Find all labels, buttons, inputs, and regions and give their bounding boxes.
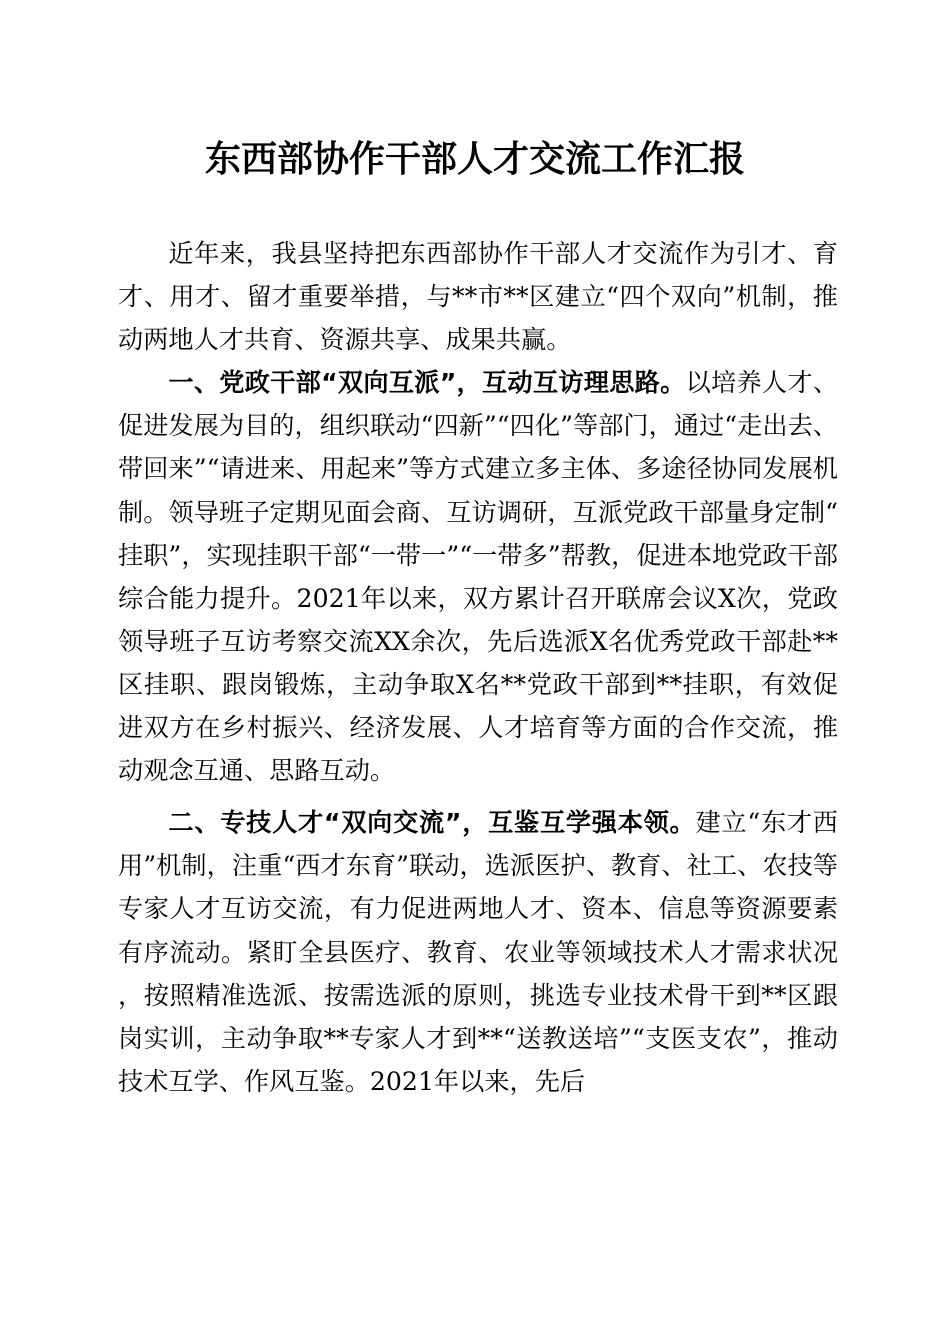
section-two-heading: 二、专技人才“双向交流”，互鉴互学强本领。 bbox=[168, 808, 696, 838]
section-one-paragraph bbox=[118, 361, 838, 792]
section-two-text: 建立“东才西用”机制，注重“西才东育”联动，选派医护、教育、社工、农技等专家人才互访交流，有力促进两地人才、资本、信息等资源要素有序流动。紧盯全县医疗、教育、农业等领域技术人才需求状况，按照精准选派、按需选派的原则，挑选专业技术骨干到**区跟岗实训，主动争取**专家人才到**“送教送培”“支医支农”，推动技术互学、作风互鉴。2021年以来，先后 bbox=[118, 808, 838, 1096]
section-one-text: 以培养人才、促进发展为目的，组织联动“四新”“四化”等部门，通过“走出去、带回来”“请进来、用起来”等方式建立多主体、多途径协同发展机制。领导班子定期见面会商、互访调研，互派党政干部量身定制“挂职”，实现挂职干部“一带一”“一带多”帮教，促进本地党政干部综合能力提升。2021年以来，双方累计召开联席会议X次，党政领导班子互访考察交流XX余次，先后选派X名优秀党政干部赴**区挂职、跟岗锻炼，主动争取X名**党政干部到**挂职，有效促进双方在乡村振兴、经济发展、人才培育等方面的合作交流，推动观念互通、思路互动。 bbox=[118, 368, 839, 786]
document-title: 东西部协作干部人才交流工作汇报 bbox=[204, 138, 745, 180]
section-one-heading: 一、党政干部“双向互派”，互动互访理思路。 bbox=[168, 368, 686, 398]
section-two-paragraph bbox=[118, 801, 838, 1103]
intro-text: 近年来，我县坚持把东西部协作干部人才交流作为引才、育才、用才、留才重要举措，与**市**区建立“四个双向”机制，推动两地人才共育、资源共享、成果共赢。 bbox=[118, 239, 838, 355]
document-body bbox=[118, 232, 838, 1103]
intro-paragraph bbox=[118, 232, 838, 361]
